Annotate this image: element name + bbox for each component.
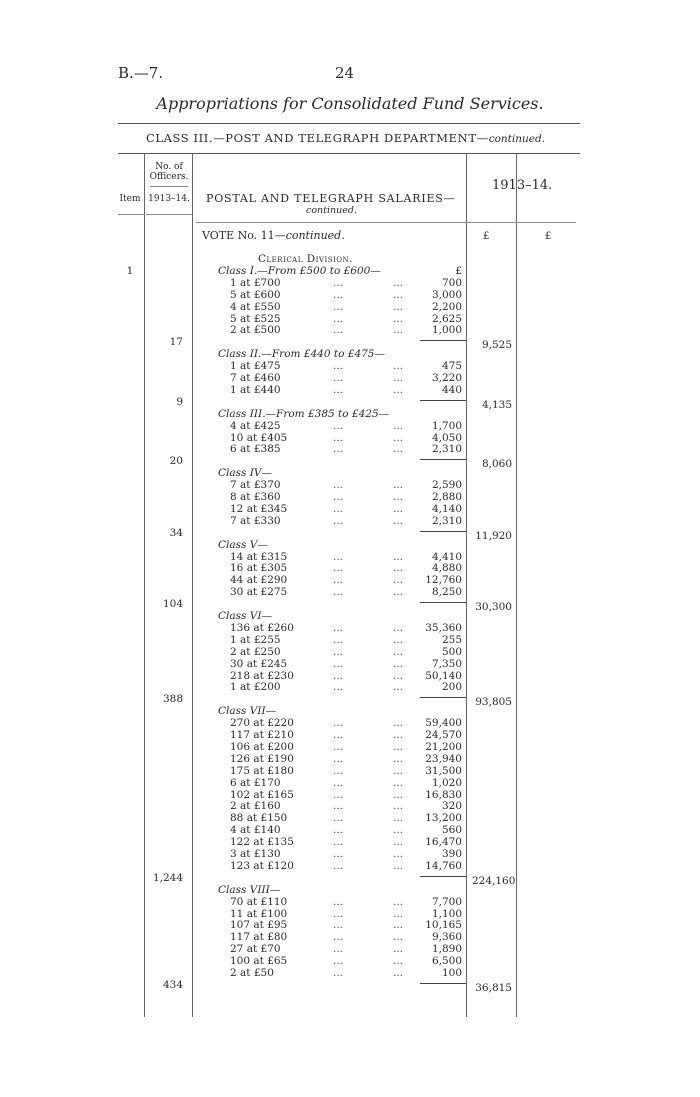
salary-line-desc: 6 at £170 xyxy=(230,776,281,789)
leader-dots: ... xyxy=(393,764,404,777)
salary-line-amount: 2,880 xyxy=(431,491,462,503)
leader-dots: ... xyxy=(333,657,344,670)
leader-dots: ... xyxy=(333,383,344,396)
salary-line-desc: 11 at £100 xyxy=(230,907,288,920)
column-line-officers xyxy=(192,153,193,1017)
salary-line-desc: 1 at £255 xyxy=(230,633,281,646)
salary-line-amount: 16,830 xyxy=(425,788,462,801)
division-title: Clerical Division. xyxy=(258,253,353,265)
salary-line-amount: 3,220 xyxy=(431,372,462,384)
class-total: 36,815 xyxy=(475,981,512,994)
table-top-rule xyxy=(118,153,580,154)
salary-line-desc: 1 at £440 xyxy=(230,383,281,396)
salary-line-amount: 14,760 xyxy=(425,859,462,872)
class-total: 8,060 xyxy=(481,458,512,471)
salary-line-amount: 8,250 xyxy=(431,586,462,599)
leader-dots: ... xyxy=(393,479,404,492)
section-title-continued: continued. xyxy=(306,205,357,216)
leader-dots: ... xyxy=(333,681,344,694)
leader-dots: ... xyxy=(393,740,404,753)
leader-dots: ... xyxy=(333,895,344,908)
salary-line-desc: 44 at £290 xyxy=(230,574,288,587)
salary-line-desc: 7 at £370 xyxy=(230,479,281,492)
leader-dots: ... xyxy=(333,431,344,444)
subtotal-rule xyxy=(420,602,466,603)
leader-dots: ... xyxy=(393,419,404,432)
leader-dots: ... xyxy=(393,836,404,849)
leader-dots: ... xyxy=(393,645,404,658)
officers-header-rule xyxy=(150,186,188,187)
salary-line-desc: 1 at £700 xyxy=(230,276,281,289)
salary-line-desc: 270 at £220 xyxy=(230,717,294,730)
leader-dots: ... xyxy=(333,502,344,515)
officers-count: 17 xyxy=(169,336,183,349)
salary-line-desc: 7 at £460 xyxy=(230,372,281,384)
subtotal-rule xyxy=(420,697,466,698)
subtotal-rule xyxy=(420,983,466,984)
leader-dots: ... xyxy=(393,657,404,670)
salary-line-amount: 2,310 xyxy=(431,443,462,456)
leader-dots: ... xyxy=(393,300,404,313)
leader-dots: ... xyxy=(333,812,344,825)
salary-line-amount: 16,470 xyxy=(425,836,462,849)
salary-line-amount: 1,020 xyxy=(431,776,462,789)
subtotal-rule xyxy=(420,876,466,877)
salary-line-amount: 4,050 xyxy=(431,431,462,444)
leader-dots: ... xyxy=(393,788,404,801)
salary-line-desc: 218 at £230 xyxy=(230,669,294,682)
leader-dots: ... xyxy=(393,776,404,789)
salary-line-amount: 35,360 xyxy=(425,621,462,634)
salary-line-amount: 59,400 xyxy=(425,717,462,730)
leader-dots: ... xyxy=(333,907,344,920)
salary-line-desc: 117 at £210 xyxy=(230,729,294,741)
salary-line-desc: 102 at £165 xyxy=(230,788,294,801)
leader-dots: ... xyxy=(393,443,404,456)
pound-sign-total-column: £ xyxy=(545,231,552,242)
leader-dots: ... xyxy=(393,431,404,444)
leader-dots: ... xyxy=(333,752,344,765)
leader-dots: ... xyxy=(333,491,344,503)
salary-line-desc: 16 at £305 xyxy=(230,562,288,575)
leader-dots: ... xyxy=(393,955,404,968)
leader-dots: ... xyxy=(393,859,404,872)
class-heading-main: CLASS III.—POST AND TELEGRAPH DEPARTMENT— xyxy=(145,131,489,145)
leader-dots: ... xyxy=(333,776,344,789)
salary-line-desc: 100 at £65 xyxy=(230,955,288,968)
leader-dots: ... xyxy=(333,574,344,587)
salary-line-amount: 4,410 xyxy=(431,550,462,563)
class-total: 224,160 xyxy=(472,874,516,887)
salary-line-desc: 122 at £135 xyxy=(230,836,294,849)
leader-dots: ... xyxy=(333,621,344,634)
leader-dots: ... xyxy=(333,943,344,956)
leader-dots: ... xyxy=(333,800,344,813)
officers-header-rule-2 xyxy=(146,214,192,215)
salary-line-desc: 123 at £120 xyxy=(230,859,294,872)
salary-line-amount: 255 xyxy=(441,633,462,646)
salary-line-desc: 27 at £70 xyxy=(230,943,281,956)
leader-dots: ... xyxy=(333,645,344,658)
leader-dots: ... xyxy=(333,859,344,872)
leader-dots: ... xyxy=(393,562,404,575)
section-title: POSTAL AND TELEGRAPH SALARIES— xyxy=(206,192,456,205)
leader-dots: ... xyxy=(393,621,404,634)
class-label: Class III.—From £385 to £425— xyxy=(218,407,390,420)
leader-dots: ... xyxy=(393,895,404,908)
leader-dots: ... xyxy=(393,919,404,932)
salary-line-amount: 2,200 xyxy=(431,300,462,313)
salary-line-amount: 1,700 xyxy=(431,419,462,432)
class-label: Class VII— xyxy=(218,705,277,718)
subtotal-rule xyxy=(420,459,466,460)
officers-count: 104 xyxy=(162,598,183,611)
leader-dots: ... xyxy=(393,372,404,384)
class-total: 11,920 xyxy=(475,529,512,542)
salary-line-desc: 136 at £260 xyxy=(230,621,294,634)
year-header: 1913–14. xyxy=(492,178,553,193)
vote-label xyxy=(202,229,345,242)
class-label: Class VI— xyxy=(218,610,272,622)
leader-dots: ... xyxy=(333,824,344,837)
salary-line-amount: 3,000 xyxy=(431,288,462,301)
leader-dots: ... xyxy=(333,514,344,527)
class-label: Class V— xyxy=(218,538,268,551)
officers-count: 434 xyxy=(162,978,183,991)
salary-line-desc: 6 at £385 xyxy=(230,443,281,456)
leader-dots: ... xyxy=(393,907,404,920)
salary-line-amount: 560 xyxy=(441,824,462,837)
vote-number: VOTE No. 11— xyxy=(202,229,286,242)
salary-line-amount: 9,360 xyxy=(431,931,462,944)
salary-line-amount: 7,700 xyxy=(431,895,462,908)
salary-line-amount: 2,590 xyxy=(431,479,462,492)
document-code: B.—7. xyxy=(118,64,164,82)
salary-line-amount: 390 xyxy=(441,848,462,860)
column-line-amount xyxy=(466,153,467,1017)
leader-dots: ... xyxy=(333,324,344,337)
officers-count: 388 xyxy=(162,693,183,706)
leader-dots: ... xyxy=(393,848,404,860)
division-pound-sign: £ xyxy=(455,264,462,277)
salary-line-desc: 4 at £140 xyxy=(230,824,281,837)
column-line-item xyxy=(144,153,145,1017)
subtotal-rule xyxy=(420,340,466,341)
leader-dots: ... xyxy=(333,669,344,682)
leader-dots: ... xyxy=(333,717,344,730)
leader-dots: ... xyxy=(333,729,344,741)
salary-line-amount: 500 xyxy=(441,645,462,658)
leader-dots: ... xyxy=(333,633,344,646)
salary-line-amount: 475 xyxy=(441,360,462,373)
salary-line-amount: 200 xyxy=(441,681,462,694)
column-line-total xyxy=(516,153,517,1017)
officers-count: 9 xyxy=(176,395,183,408)
pound-sign-amount-column: £ xyxy=(483,231,490,242)
leader-dots: ... xyxy=(393,681,404,694)
leader-dots: ... xyxy=(333,919,344,932)
leader-dots: ... xyxy=(393,550,404,563)
officers-year-header: 1913–14. xyxy=(148,194,190,204)
leader-dots: ... xyxy=(393,729,404,741)
leader-dots: ... xyxy=(333,955,344,968)
salary-line-amount: 1,890 xyxy=(431,943,462,956)
leader-dots: ... xyxy=(393,752,404,765)
salary-line-amount: 50,140 xyxy=(425,669,462,682)
salary-line-desc: 2 at £500 xyxy=(230,324,281,337)
salary-line-desc: 2 at £50 xyxy=(230,967,274,979)
leader-dots: ... xyxy=(393,967,404,979)
salary-line-desc: 10 at £405 xyxy=(230,431,288,444)
item-header-rule xyxy=(118,214,144,215)
leader-dots: ... xyxy=(333,419,344,432)
salary-line-amount: 700 xyxy=(441,276,462,289)
leader-dots: ... xyxy=(333,836,344,849)
leader-dots: ... xyxy=(333,479,344,492)
leader-dots: ... xyxy=(393,931,404,944)
salary-line-amount: 21,200 xyxy=(425,740,462,753)
class-label: Class I.—From £500 to £600— xyxy=(218,264,381,277)
leader-dots: ... xyxy=(393,288,404,301)
vote-continued: continued. xyxy=(285,229,345,242)
leader-dots: ... xyxy=(333,443,344,456)
salary-line-desc: 7 at £330 xyxy=(230,514,281,527)
salary-line-amount: 320 xyxy=(441,800,462,813)
salary-line-desc: 70 at £110 xyxy=(230,895,288,908)
salary-line-desc: 30 at £275 xyxy=(230,586,288,599)
salary-line-desc: 3 at £130 xyxy=(230,848,281,860)
officers-count: 34 xyxy=(169,526,183,539)
salary-line-desc: 5 at £525 xyxy=(230,312,281,325)
salary-line-amount: 7,350 xyxy=(431,657,462,670)
leader-dots: ... xyxy=(393,943,404,956)
salary-line-desc: 8 at £360 xyxy=(230,491,281,503)
salary-line-desc: 106 at £200 xyxy=(230,740,294,753)
page-number: 24 xyxy=(335,64,355,82)
leader-dots: ... xyxy=(393,276,404,289)
salary-line-desc: 5 at £600 xyxy=(230,288,281,301)
leader-dots: ... xyxy=(333,372,344,384)
leader-dots: ... xyxy=(333,312,344,325)
leader-dots: ... xyxy=(333,788,344,801)
salary-line-desc: 12 at £345 xyxy=(230,502,288,515)
salary-line-amount: 4,880 xyxy=(431,562,462,575)
class-heading xyxy=(118,131,573,145)
leader-dots: ... xyxy=(393,491,404,503)
subtotal-rule xyxy=(420,400,466,401)
leader-dots: ... xyxy=(393,514,404,527)
leader-dots: ... xyxy=(333,300,344,313)
salary-line-amount: 10,165 xyxy=(425,919,462,932)
salary-line-desc: 175 at £180 xyxy=(230,764,294,777)
salary-line-amount: 13,200 xyxy=(425,812,462,825)
item-number: 1 xyxy=(126,264,134,277)
leader-dots: ... xyxy=(333,562,344,575)
leader-dots: ... xyxy=(333,550,344,563)
leader-dots: ... xyxy=(333,740,344,753)
salary-line-amount: 23,940 xyxy=(425,752,462,765)
class-label: Class VIII— xyxy=(218,883,281,896)
salary-line-desc: 88 at £150 xyxy=(230,812,288,825)
class-total: 93,805 xyxy=(475,696,512,709)
leader-dots: ... xyxy=(393,633,404,646)
officers-count: 20 xyxy=(169,455,183,468)
leader-dots: ... xyxy=(393,586,404,599)
salary-line-amount: 440 xyxy=(441,383,462,396)
leader-dots: ... xyxy=(333,848,344,860)
salary-line-desc: 117 at £80 xyxy=(230,931,288,944)
salary-line-amount: 4,140 xyxy=(431,502,462,515)
salary-line-desc: 30 at £245 xyxy=(230,657,288,670)
leader-dots: ... xyxy=(333,967,344,979)
class-total: 30,300 xyxy=(475,601,512,614)
class-total: 4,135 xyxy=(481,398,512,411)
salary-line-amount: 1,000 xyxy=(431,324,462,337)
salary-line-amount: 100 xyxy=(441,967,462,979)
item-header: Item xyxy=(119,194,141,204)
leader-dots: ... xyxy=(393,717,404,730)
leader-dots: ... xyxy=(393,312,404,325)
leader-dots: ... xyxy=(393,502,404,515)
leader-dots: ... xyxy=(333,764,344,777)
salary-line-desc: 107 at £95 xyxy=(230,919,288,932)
class-total: 9,525 xyxy=(481,339,512,352)
leader-dots: ... xyxy=(333,931,344,944)
salary-line-amount: 12,760 xyxy=(425,574,462,587)
salary-line-desc: 4 at £550 xyxy=(230,300,281,313)
header-bottom-rule xyxy=(196,222,576,223)
salary-line-amount: 31,500 xyxy=(425,764,462,777)
leader-dots: ... xyxy=(393,800,404,813)
salary-line-desc: 14 at £315 xyxy=(230,550,288,563)
title-rule xyxy=(118,123,580,124)
salary-line-amount: 24,570 xyxy=(425,729,462,741)
salary-line-desc: 1 at £200 xyxy=(230,681,281,694)
leader-dots: ... xyxy=(393,824,404,837)
salary-line-desc: 2 at £250 xyxy=(230,645,281,658)
leader-dots: ... xyxy=(333,276,344,289)
leader-dots: ... xyxy=(393,812,404,825)
leader-dots: ... xyxy=(333,360,344,373)
class-heading-continued: continued. xyxy=(488,133,546,145)
salary-line-desc: 126 at £190 xyxy=(230,752,294,765)
salary-line-amount: 2,310 xyxy=(431,514,462,527)
leader-dots: ... xyxy=(333,288,344,301)
officers-count: 1,244 xyxy=(152,871,183,884)
class-label: Class II.—From £440 to £475— xyxy=(218,348,385,361)
salary-line-desc: 1 at £475 xyxy=(230,360,281,373)
no-of-officers-header: No. of Officers. xyxy=(149,162,189,182)
leader-dots: ... xyxy=(393,383,404,396)
salary-line-amount: 6,500 xyxy=(431,955,462,968)
salary-line-amount: 1,100 xyxy=(431,907,462,920)
leader-dots: ... xyxy=(393,360,404,373)
leader-dots: ... xyxy=(393,324,404,337)
class-label: Class IV— xyxy=(218,467,272,480)
leader-dots: ... xyxy=(393,574,404,587)
salary-line-amount: 2,625 xyxy=(431,312,462,325)
salary-line-desc: 4 at £425 xyxy=(230,419,281,432)
salary-line-desc: 2 at £160 xyxy=(230,800,281,813)
subtotal-rule xyxy=(420,531,466,532)
page-title: Appropriations for Consolidated Fund Services. xyxy=(156,94,544,113)
leader-dots: ... xyxy=(393,669,404,682)
leader-dots: ... xyxy=(333,586,344,599)
